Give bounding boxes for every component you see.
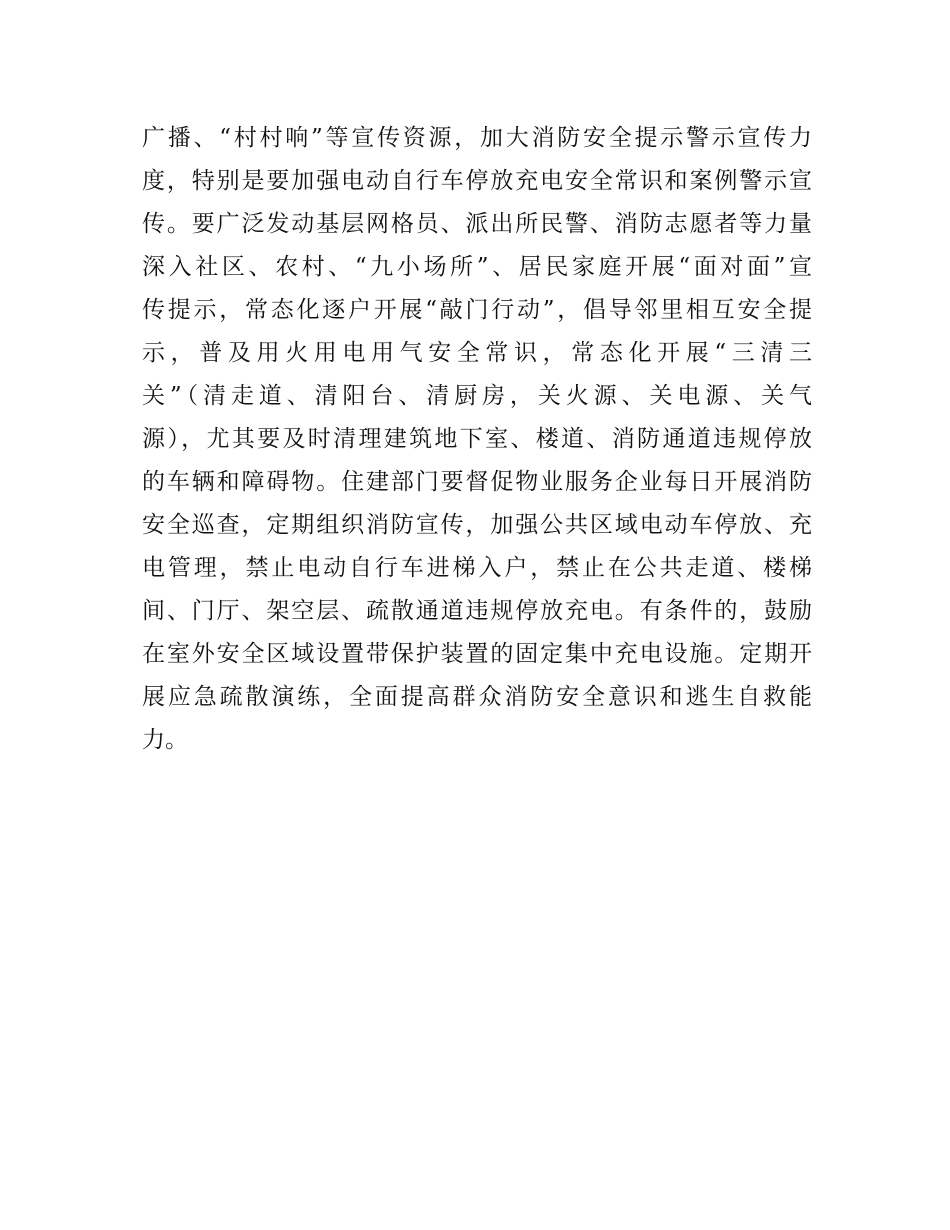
paragraph-line: 深入社区、农村、“九小场所”、居民家庭开展“面对面”宣 [142, 254, 812, 280]
paragraph-line: 电管理，禁止电动自行车进梯入户，禁止在公共走道、楼梯 [142, 555, 812, 581]
paragraph-line: 广播、“村村响”等宣传资源，加大消防安全提示警示宣传力 [142, 125, 812, 151]
paragraph-line: 在室外安全区域设置带保护装置的固定集中充电设施。定期开 [142, 641, 812, 667]
body-paragraph [142, 117, 812, 762]
paragraph-line: 示，普及用火用电用气安全常识，常态化开展“三清三 [142, 340, 812, 366]
paragraph-line: 的车辆和障碍物。住建部门要督促物业服务企业每日开展消防 [142, 469, 812, 495]
paragraph-line: 间、门厅、架空层、疏散通道违规停放充电。有条件的，鼓励 [142, 598, 812, 624]
paragraph-line: 力。 [142, 727, 188, 753]
paragraph-line: 度，特别是要加强电动自行车停放充电安全常识和案例警示宣 [142, 168, 812, 194]
paragraph-line: 传提示，常态化逐户开展“敲门行动”，倡导邻里相互安全提 [142, 297, 812, 323]
paragraph-line: 关”（清走道、清阳台、清厨房，关火源、关电源、关气 [142, 383, 812, 409]
paragraph-line: 源），尤其要及时清理建筑地下室、楼道、消防通道违规停放 [142, 426, 812, 452]
paragraph-line: 安全巡查，定期组织消防宣传，加强公共区域电动车停放、充 [142, 512, 812, 538]
paragraph-line: 传。要广泛发动基层网格员、派出所民警、消防志愿者等力量 [142, 211, 812, 237]
paragraph-line: 展应急疏散演练，全面提高群众消防安全意识和逃生自救能 [142, 684, 812, 710]
